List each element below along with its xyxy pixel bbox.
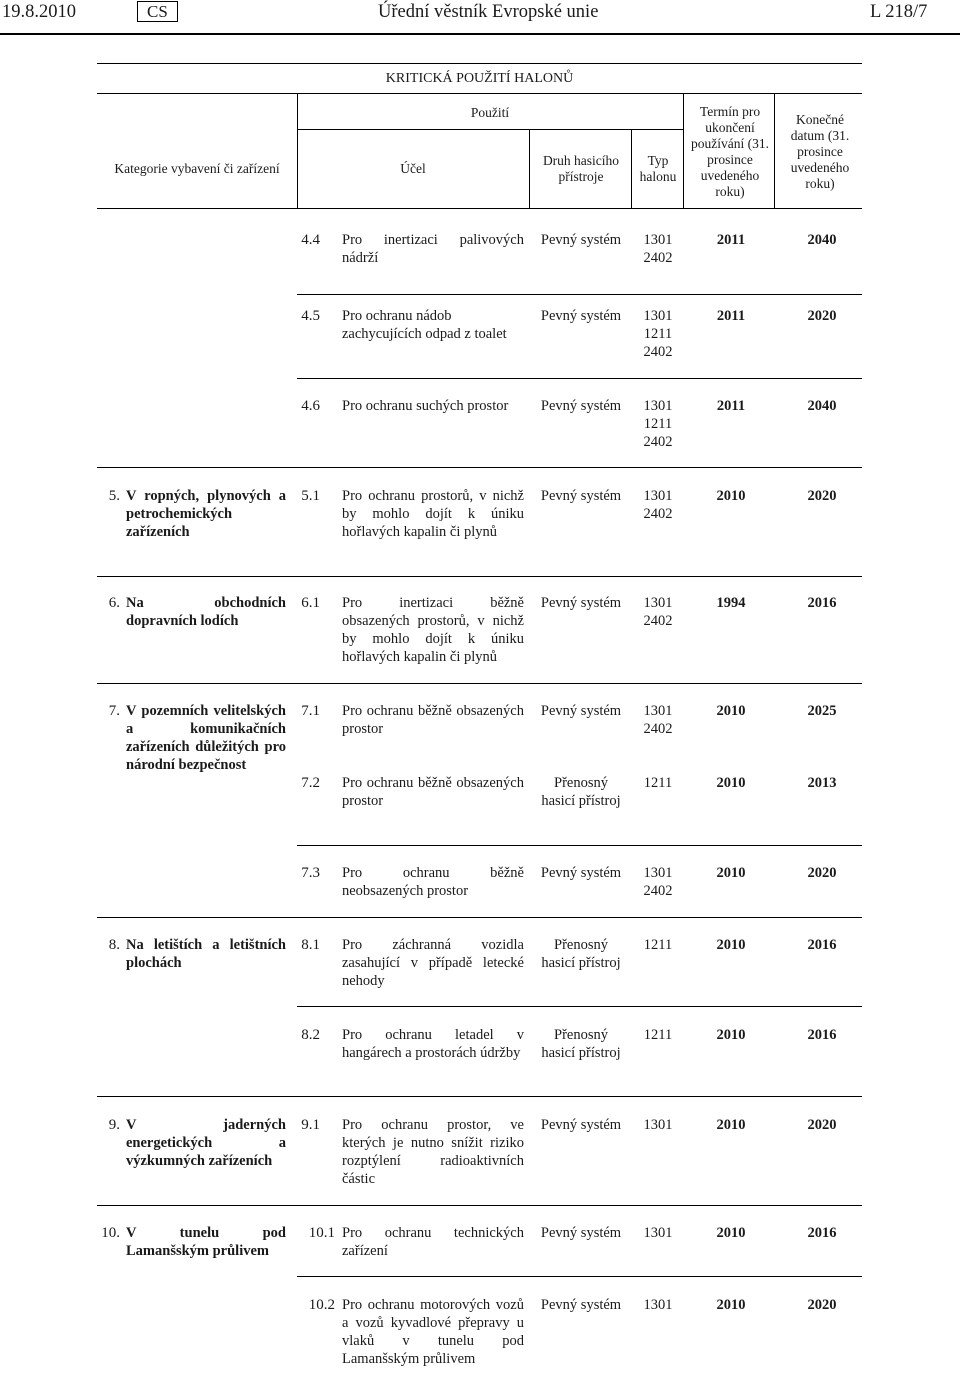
- use-number: 4.4: [301, 232, 320, 248]
- row-rule: [97, 467, 862, 468]
- use-subheader-rule: [297, 129, 683, 130]
- use-purpose: Pro inertizaci běžně obsazených prostorů, v nichž by mohlo dojít k úniku hořlavých kapalin či plynů: [342, 595, 524, 665]
- category-number: 7.: [108, 703, 120, 719]
- halon-type: 1301 1211 2402: [643, 398, 673, 450]
- use-purpose: Pro ochranu běžně neobsazených prostor: [342, 865, 524, 899]
- row-rule: [97, 917, 862, 918]
- category-name: V ropných, plynových a petrochemických zařízeních: [126, 488, 286, 540]
- agent-type: Pevný systém: [540, 232, 622, 248]
- agent-type: Přenosný hasicí přístroj: [541, 775, 621, 809]
- category-number: 9.: [108, 1117, 120, 1133]
- cutoff-year: 2010: [716, 1117, 746, 1133]
- col-header-agent: Druh hasicího přístroje: [542, 153, 620, 184]
- end-year: 2016: [807, 937, 837, 953]
- agent-type: Pevný systém: [540, 595, 622, 611]
- table-title: KRITICKÁ POUŽITÍ HALONŮ: [385, 71, 574, 86]
- end-year: 2020: [807, 1297, 837, 1313]
- cutoff-year: 2010: [716, 488, 746, 504]
- cutoff-year: 2011: [716, 232, 746, 248]
- row-rule: [297, 845, 862, 846]
- end-year: 2020: [807, 308, 837, 324]
- use-purpose: Pro ochranu běžně obsazených prostor: [342, 775, 524, 809]
- use-number: 4.6: [301, 398, 320, 414]
- halon-type: 1301 2402: [643, 865, 673, 899]
- cutoff-year: 1994: [716, 595, 746, 611]
- agent-type: Pevný systém: [540, 308, 622, 324]
- use-number: 8.2: [301, 1027, 320, 1043]
- row-rule: [297, 1276, 862, 1277]
- page-number: L 218/7: [870, 2, 928, 22]
- halon-type: 1301: [643, 1225, 673, 1241]
- cutoff-year: 2010: [716, 937, 746, 953]
- row-rule: [97, 576, 862, 577]
- page-header: [0, 0, 960, 36]
- use-purpose: Pro ochranu běžně obsazených prostor: [342, 703, 524, 737]
- use-number: 7.2: [301, 775, 320, 791]
- cutoff-year: 2010: [716, 1225, 746, 1241]
- agent-type: Pevný systém: [540, 1297, 622, 1313]
- col-header-category: Kategorie vybavení či zařízení: [114, 161, 280, 176]
- hdr-divider: [774, 93, 775, 208]
- use-purpose: Pro ochranu nádob zachycujících odpad z toalet: [342, 308, 507, 342]
- end-year: 2016: [807, 1027, 837, 1043]
- end-year: 2016: [807, 595, 837, 611]
- end-year: 2016: [807, 1225, 837, 1241]
- hdr-divider: [683, 93, 684, 208]
- category-number: 5.: [108, 488, 120, 504]
- use-purpose: Pro záchranná vozidla zasahující v případě letecké nehody: [342, 937, 524, 989]
- halon-type: 1301: [643, 1297, 673, 1313]
- halon-type: 1301: [643, 1117, 673, 1133]
- col-header-purpose: Účel: [400, 161, 426, 176]
- category-number: 8.: [108, 937, 120, 953]
- use-purpose: Pro ochranu letadel v hangárech a prostorách údržby: [342, 1027, 524, 1061]
- use-number: 8.1: [301, 937, 320, 953]
- use-purpose: Pro ochranu prostorů, v nichž by mohlo dojít k úniku hořlavých kapalin či plynů: [342, 488, 524, 540]
- cutoff-year: 2010: [716, 865, 746, 881]
- row-rule: [297, 1006, 862, 1007]
- use-purpose: Pro ochranu technických zařízení: [342, 1225, 524, 1259]
- table-top-border: [97, 63, 862, 64]
- halon-type: 1301 2402: [643, 595, 673, 629]
- agent-type: Pevný systém: [540, 1225, 622, 1241]
- row-rule: [97, 1205, 862, 1206]
- end-year: 2020: [807, 488, 837, 504]
- use-purpose: Pro ochranu prostor, ve kterých je nutno snížit riziko rozptýlení radioaktivních částic: [342, 1117, 524, 1187]
- journal-title: Úřední věstník Evropské unie: [378, 2, 599, 22]
- header-rule: [0, 33, 960, 35]
- row-rule: [297, 294, 862, 295]
- halon-type: 1301 1211 2402: [643, 308, 673, 360]
- title-rule: [97, 93, 862, 94]
- category-name: Na obchodních dopravních lodích: [126, 595, 286, 629]
- end-year: 2020: [807, 865, 837, 881]
- category-name: Na letištích a letištních plochách: [126, 937, 286, 971]
- agent-type: Přenosný hasicí přístroj: [541, 1027, 621, 1061]
- language-badge: CS: [137, 1, 178, 22]
- use-purpose: Pro inertizaci palivových nádrží: [342, 232, 524, 266]
- category-number: 6.: [108, 595, 120, 611]
- row-rule: [97, 683, 862, 684]
- halon-type: 1301 2402: [643, 703, 673, 737]
- cutoff-year: 2011: [716, 398, 746, 414]
- use-number: 9.1: [301, 1117, 320, 1133]
- agent-type: Pevný systém: [540, 703, 622, 719]
- category-number: 10.: [101, 1225, 120, 1241]
- halon-type: 1211: [643, 937, 673, 953]
- col-header-use: Použití: [470, 105, 510, 120]
- use-number: 7.3: [301, 865, 320, 881]
- category-name: V pozemních velitelských a komunikačních zařízeních důležitých pro národní bezpečnost: [126, 703, 286, 773]
- cutoff-year: 2010: [716, 775, 746, 791]
- cutoff-year: 2010: [716, 1027, 746, 1043]
- row-rule: [97, 1096, 862, 1097]
- row-rule: [297, 378, 862, 379]
- end-year: 2013: [807, 775, 837, 791]
- col-header-end: Konečné datum (31. prosince uvedeného roku): [790, 112, 850, 191]
- agent-type: Přenosný hasicí přístroj: [541, 937, 621, 971]
- category-name: V tunelu pod Lamanšským průlivem: [126, 1225, 286, 1259]
- category-name: V jaderných energetických a výzkumných zařízeních: [126, 1117, 286, 1169]
- use-number: 10.2: [308, 1297, 335, 1313]
- end-year: 2040: [807, 232, 837, 248]
- agent-type: Pevný systém: [540, 488, 622, 504]
- cutoff-year: 2011: [716, 308, 746, 324]
- cutoff-year: 2010: [716, 1297, 746, 1313]
- end-year: 2040: [807, 398, 837, 414]
- col-header-halon: Typ halonu: [639, 153, 677, 184]
- end-year: 2025: [807, 703, 837, 719]
- agent-type: Pevný systém: [540, 398, 622, 414]
- halon-type: 1301 2402: [643, 232, 673, 266]
- use-number: 7.1: [301, 703, 320, 719]
- end-year: 2020: [807, 1117, 837, 1133]
- hdr-divider: [529, 129, 530, 208]
- halon-type: 1301 2402: [643, 488, 673, 522]
- col-header-cutoff: Termín pro ukončení používání (31. prosince uvedeného roku): [691, 104, 769, 199]
- use-number: 4.5: [301, 308, 320, 324]
- halon-type: 1211: [643, 775, 673, 791]
- use-number: 10.1: [308, 1225, 335, 1241]
- cutoff-year: 2010: [716, 703, 746, 719]
- use-purpose: Pro ochranu motorových vozů a vozů kyvadlové přepravy u vlaků v tunelu pod Lamanšským průlivem: [342, 1297, 524, 1367]
- header-bottom-rule: [97, 208, 862, 209]
- agent-type: Pevný systém: [540, 865, 622, 881]
- use-number: 5.1: [301, 488, 320, 504]
- agent-type: Pevný systém: [540, 1117, 622, 1133]
- publication-date: 19.8.2010: [2, 2, 76, 22]
- use-purpose: Pro ochranu suchých prostor: [342, 398, 509, 414]
- halon-type: 1211: [643, 1027, 673, 1043]
- use-number: 6.1: [301, 595, 320, 611]
